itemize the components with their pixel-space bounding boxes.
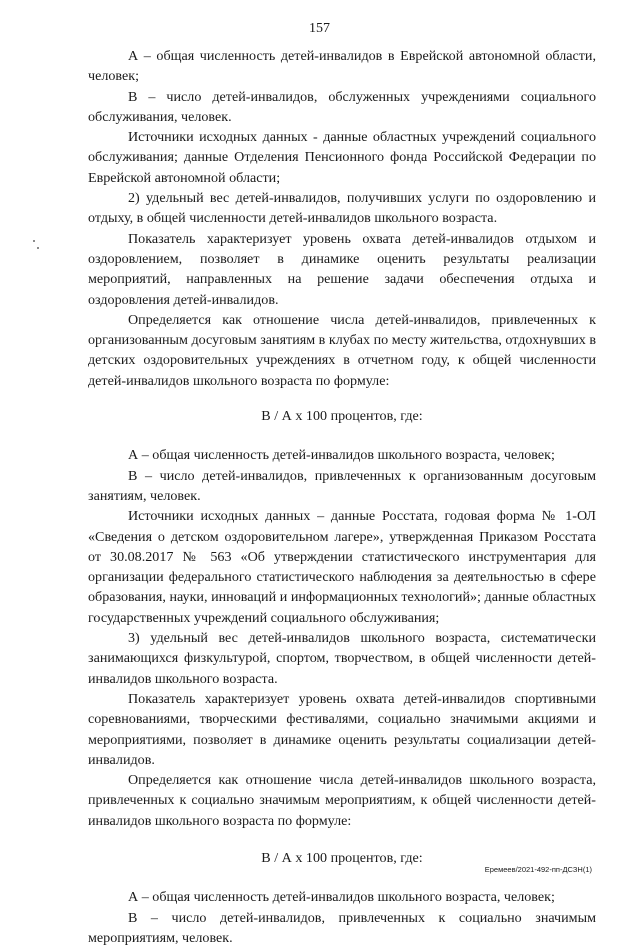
paragraph-calculation-method: Определяется как отношение числа детей-инвалидов, привлеченных к организованным досуговым занятиям в клубах по месту жительства, отдохнувших в детских оздоровительных учреждениях в отчетном году, к общей численности детей-инвалидов школьного возраста по формуле: — [88, 311, 596, 389]
formula: В / А х 100 процентов, где: — [261, 408, 423, 425]
paragraph-data-sources: Источники исходных данных – данные Росстата, годовая форма № 1-ОЛ «Сведения о детском оздоровительном лагере», утвержденная Приказом Росстата от 30.08.2017 № 563 «Об утверждении статистического инструментария для организации федерального статистического наблюдения за деятельностью в сфере образования, науки, инноваций и информационных технологий»; данные областных государственных учреждений социального обслуживания; — [88, 508, 596, 626]
paragraph-definition-b: В – число детей-инвалидов, привлеченных к социально значимым мероприятиям, человек. — [88, 909, 596, 946]
paragraph-definition-a: А – общая численность детей-инвалидов в Еврейской автономной области, человек; — [88, 48, 596, 85]
scan-speck — [37, 247, 39, 249]
paragraph-indicator-description: Показатель характеризует уровень охвата детей-инвалидов спортивными соревнованиями, творческими фестивалями, социально значимыми акциями и мероприятиями, позволяет в динамике оценить результаты социализации детей-инвалидов. — [88, 690, 596, 768]
paragraph-definition-b: В – число детей-инвалидов, обслуженных учреждениями социального обслуживания, человек. — [88, 88, 596, 125]
paragraph-definition-a: А – общая численность детей-инвалидов школьного возраста, человек; — [128, 447, 555, 464]
scan-speck — [33, 240, 35, 242]
paragraph-indicator-3: 3) удельный вес детей-инвалидов школьного возраста, систематически занимающихся физкультурой, спортом, творчеством, в общей численности детей-инвалидов школьного возраста. — [88, 630, 596, 687]
formula: В / А х 100 процентов, где: — [261, 849, 423, 866]
document-body — [88, 46, 596, 948]
document-footer-code: Еремеев/2021-492-пп-ДСЗН(1) — [484, 865, 592, 874]
page-number: 157 — [309, 21, 330, 36]
paragraph-indicator-description: Показатель характеризует уровень охвата детей-инвалидов отдыхом и оздоровлением, позволяет в динамике оценить результаты реализации мероприятий, направленных на решение задачи обеспечения отдыха и оздоровления детей-инвалидов. — [88, 230, 596, 308]
paragraph-definition-b: В – число детей-инвалидов, привлеченных к организованным досуговым занятиям, человек. — [88, 467, 596, 504]
paragraph-indicator-2: 2) удельный вес детей-инвалидов, получивших услуги по оздоровлению и отдыху, в общей численности детей-инвалидов школьного возраста. — [88, 190, 596, 227]
paragraph-definition-a: А – общая численность детей-инвалидов школьного возраста, человек; — [128, 889, 555, 906]
paragraph-calculation-method: Определяется как отношение числа детей-инвалидов школьного возраста, привлеченных к социально значимым мероприятиям, к общей численности детей-инвалидов школьного возраста по формуле: — [88, 772, 596, 829]
paragraph-data-sources: Источники исходных данных - данные областных учреждений социального обслуживания; данные Отделения Пенсионного фонда Российской Федерации по Еврейской автономной области; — [88, 129, 596, 186]
